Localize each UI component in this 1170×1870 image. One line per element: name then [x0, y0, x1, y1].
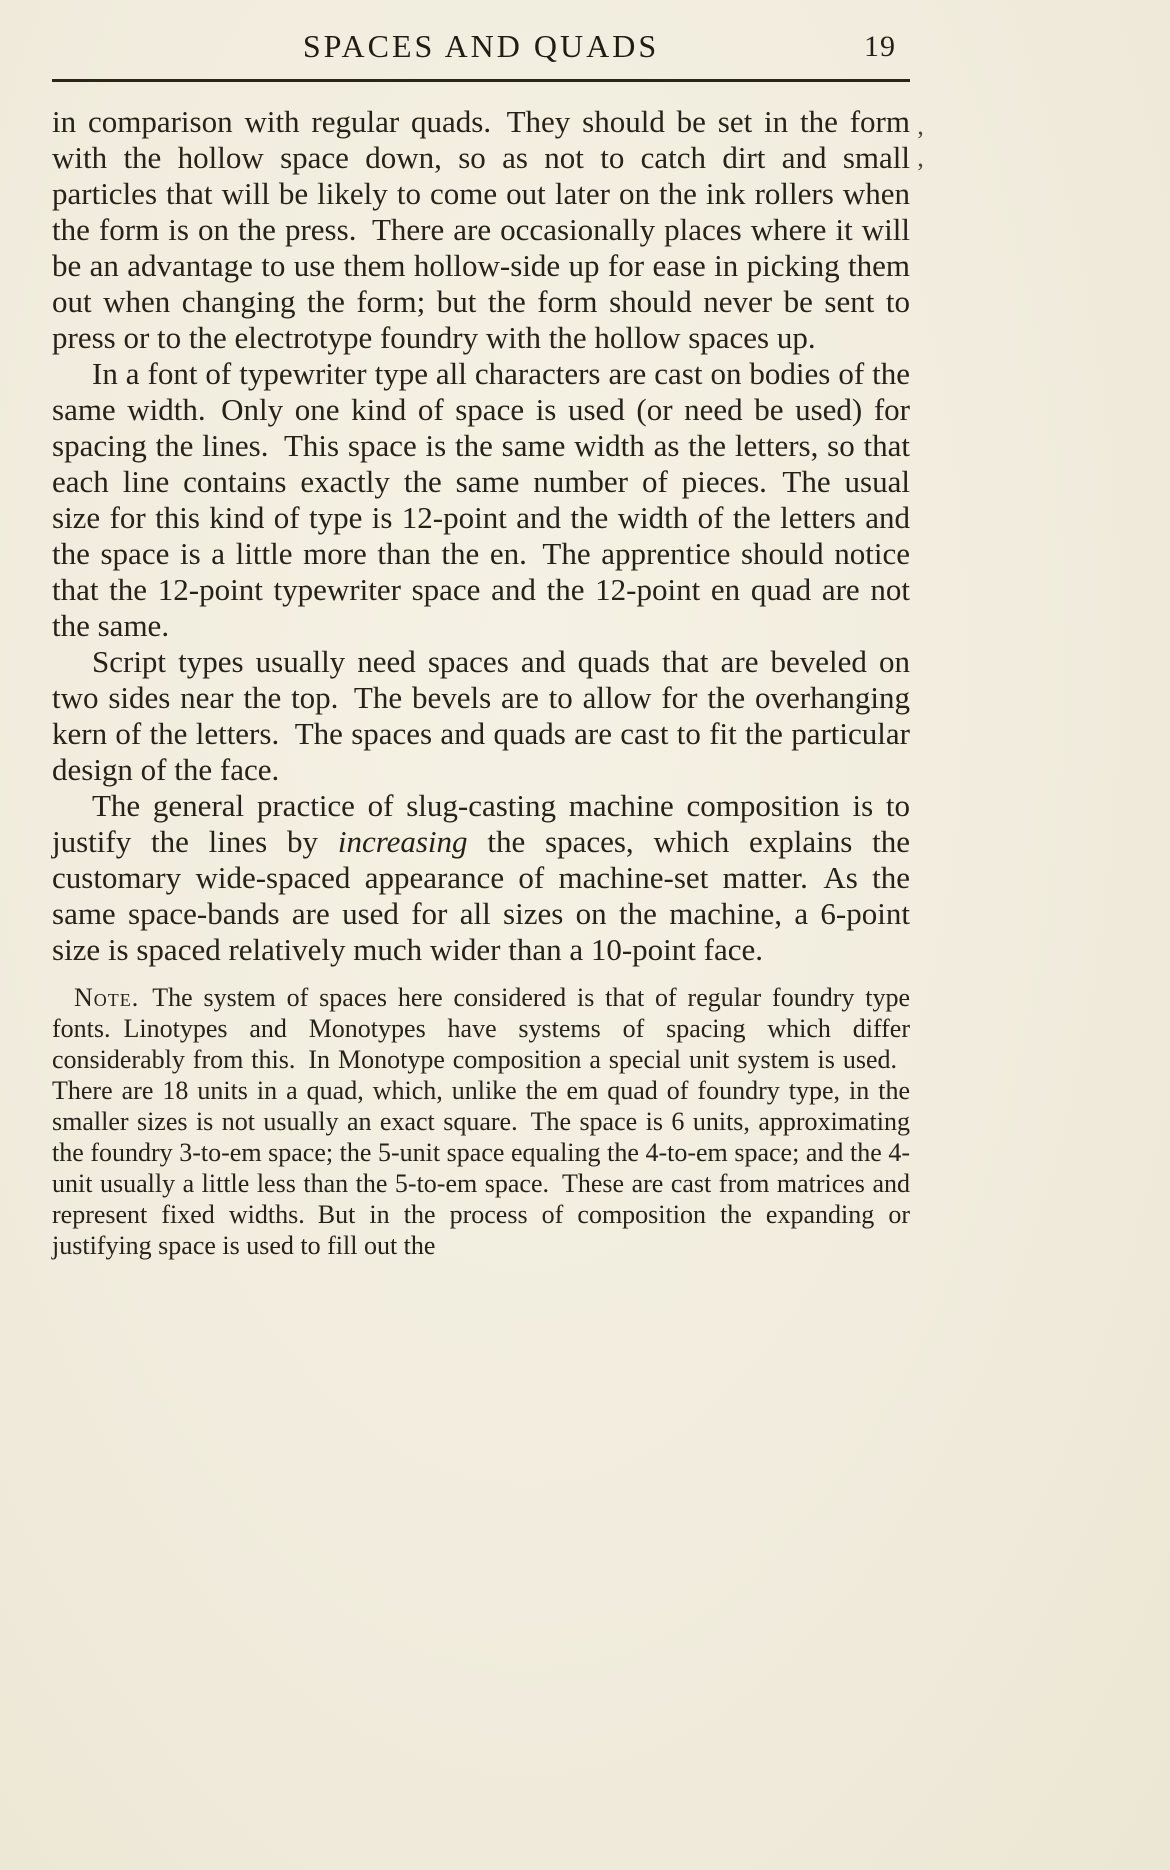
- running-title: SPACES AND QUADS: [302, 28, 660, 64]
- page-content: [52, 0, 910, 1261]
- note-label: Note.: [74, 983, 140, 1012]
- ink-mark-1: ’: [916, 126, 925, 155]
- paragraph-2: In a font of typewriter type all characters are cast on bodies of the same width. Only one kind of space is used (or need be used) for spacing the lines. This space is the same width as the letters, so that each line contains exactly the same number of pieces. The usual size for this kind of type is 12-point and the width of the letters and the space is a little more than the en. The apprentice should notice that the 12-point typewriter space and the 12-point en quad are not the same.: [52, 356, 910, 643]
- paragraph-4: [52, 788, 910, 968]
- paragraph-4-text-before: The general practice of slug-casting machine composition is to justify the lines by: [52, 788, 910, 859]
- page-body: [52, 104, 910, 1261]
- italic-word-increasing: increasing: [337, 824, 468, 859]
- page-header: [52, 28, 910, 70]
- note-paragraph: [52, 982, 910, 1261]
- paragraph-4-text-after: the spaces, which explains the customary wide-spaced appearance of machine-set matter. As the same space-bands are used for all sizes on the machine, a 6-point size is spaced relatively much wider than a 10-point face.: [52, 824, 910, 967]
- paragraph-3: Script types usually need spaces and quads that are beveled on two sides near the top. The bevels are to allow for the overhanging kern of the letters. The spaces and quads are cast to fit the particular design of the face.: [52, 644, 910, 787]
- note-text: The system of spaces here considered is that of regular foundry type fonts. Linotypes and Monotypes have systems of spacing which differ considerably from this. In Monotype composition a special unit system is used. There are 18 units in a quad, which, unlike the em quad of foundry type, in the smaller sizes is not usually an exact square. The space is 6 units, approximating the foundry 3-to-em space; the 5-unit space equaling the 4-to-em space; and the 4-unit usually a little less than the 5-to-em space. These are cast from matrices and represent fixed widths. But in the process of composition the expanding or justifying space is used to fill out the: [52, 983, 910, 1260]
- ink-mark-2: ’: [916, 158, 925, 187]
- header-rule: [52, 79, 910, 82]
- paragraph-1: in comparison with regular quads. They should be set in the form with the hollow space down, so as not to catch dirt and small particles that will be likely to come out later on the ink rollers when the form is on the press. There are occasionally places where it will be an advantage to use them hollow-side up for ease in picking them out when changing the form; but the form should never be sent to press or to the electrotype foundry with the hollow spaces up.: [52, 104, 910, 355]
- page-number: 19: [864, 30, 896, 63]
